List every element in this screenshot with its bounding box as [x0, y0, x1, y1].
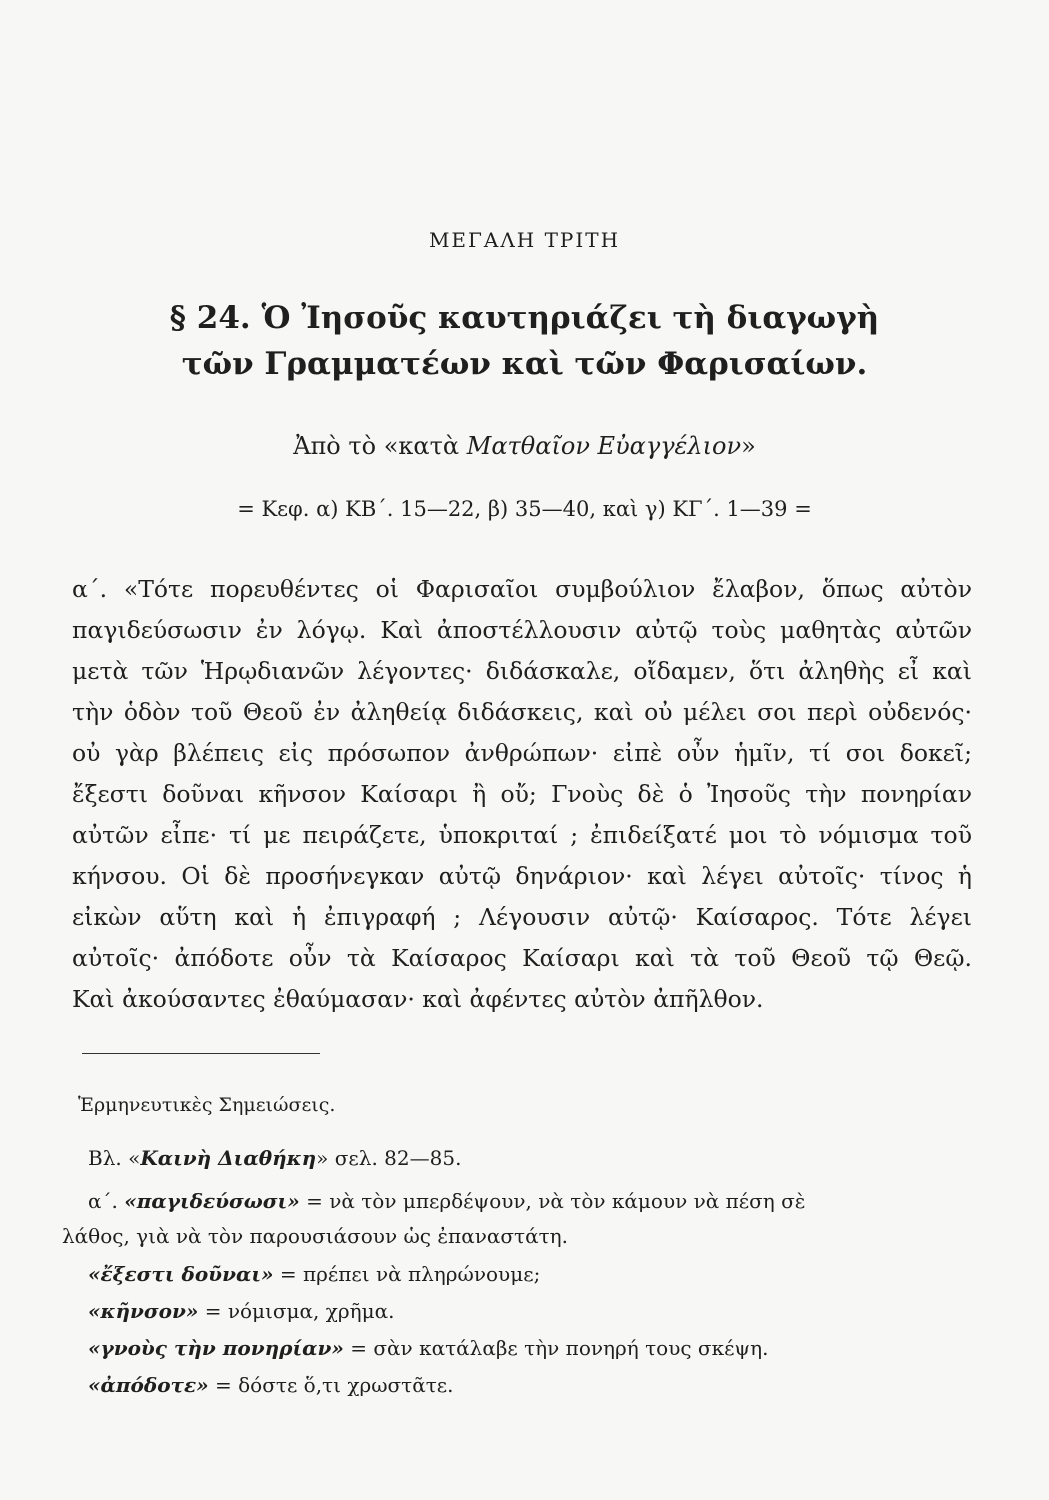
note-definition: = νόμισμα, χρῆμα.: [198, 1299, 395, 1323]
passage-line: Καὶ ἀκούσαντες ἐθαύμασαν· καὶ ἀφέντες αὐτὸν ἀπῆλθον.: [72, 985, 764, 1013]
passage-line: εἰκὼν αὕτη καὶ ἡ ἐπιγραφή ; Λέγουσιν αὐτῷ· Καίσαρος. Τότε λέγει: [72, 903, 972, 931]
note-item: [88, 1373, 454, 1397]
passage-line: ἔξεστι δοῦναι κῆνσον Καίσαρι ἢ οὔ; Γνοὺς δὲ ὁ Ἰησοῦς τὴν πονηρίαν: [72, 780, 972, 808]
passage-line: α΄. «Τότε πορευθέντες οἱ Φαρισαῖοι συμβούλιον ἔλαβον, ὅπως αὐτὸν: [72, 575, 972, 603]
section-title-line-1: § 24. Ὁ Ἰησοῦς καυτηριάζει τὴ διαγωγὴ: [169, 300, 880, 336]
ref-prefix: Βλ. «: [88, 1146, 141, 1170]
notes-divider: [82, 1053, 320, 1054]
passage-line: αὐτῶν εἶπε· τί με πειράζετε, ὑποκριταί ; ἐπιδείξατέ μοι τὸ νόμισμα τοῦ: [72, 821, 972, 849]
note-term: «κῆνσον»: [88, 1299, 199, 1323]
source-line: [0, 432, 1049, 460]
note-label: α΄.: [88, 1189, 125, 1213]
note-definition: = σὰν κατάλαβε τὴν πονηρή τους σκέψη.: [343, 1336, 769, 1360]
note-item: [88, 1336, 768, 1360]
note-item: [88, 1189, 806, 1213]
source-suffix: »: [741, 432, 756, 460]
note-item: [88, 1299, 394, 1323]
note-item: [88, 1262, 540, 1286]
note-reference: [88, 1146, 461, 1170]
passage-line: κήνσου. Οἱ δὲ προσήνεγκαν αὐτῷ δηνάριον· καὶ λέγει αὐτοῖς· τίνος ἡ: [72, 862, 972, 890]
note-continuation: λάθος, γιὰ νὰ τὸν παρουσιάσουν ὡς ἐπαναστάτη.: [62, 1224, 568, 1248]
running-head: ΜΕΓΑΛΗ ΤΡΙΤΗ: [428, 228, 621, 252]
notes-heading: Ἑρμηνευτικὲς Σημειώσεις.: [78, 1094, 336, 1116]
note-term: «ἔξεστι δοῦναι»: [88, 1262, 274, 1286]
passage-line: παγιδεύσωσιν ἐν λόγῳ. Καὶ ἀποστέλλουσιν αὐτῷ τοὺς μαθητὰς αὐτῶν: [72, 616, 972, 644]
note-definition: = νὰ τὸν μπερδέψουν, νὰ τὸν κάμουν νὰ πέση σὲ: [299, 1189, 806, 1213]
note-definition: = δόστε ὅ,τι χρωστᾶτε.: [208, 1373, 454, 1397]
section-title-line-2: τῶν Γραμματέων καὶ τῶν Φαρισαίων.: [181, 346, 868, 382]
source-book: Ματθαῖον Εὐαγγέλιον: [466, 432, 742, 460]
ref-title: Καινὴ Διαθήκη: [140, 1146, 317, 1170]
note-term: «ἀπόδοτε»: [88, 1373, 209, 1397]
passage-line: οὐ γὰρ βλέπεις εἰς πρόσωπον ἀνθρώπων· εἰπὲ οὖν ἡμῖν, τί σοι δοκεῖ;: [72, 739, 972, 767]
passage-line: τὴν ὁδὸν τοῦ Θεοῦ ἐν ἀληθείᾳ διδάσκεις, καὶ οὐ μέλει σοι περὶ οὐδενός·: [72, 698, 972, 726]
ref-suffix: » σελ. 82—85.: [316, 1146, 462, 1170]
passage-line: μετὰ τῶν Ἡρῳδιανῶν λέγοντες· διδάσκαλε, οἴδαμεν, ὅτι ἀληθὴς εἶ καὶ: [72, 657, 972, 685]
passage-line: αὐτοῖς· ἀπόδοτε οὖν τὰ Καίσαρος Καίσαρι καὶ τὰ τοῦ Θεοῦ τῷ Θεῷ.: [72, 944, 972, 972]
source-prefix: Ἀπὸ τὸ «κατὰ: [293, 432, 467, 460]
note-term: «γνοὺς τὴν πονηρίαν»: [88, 1336, 344, 1360]
note-definition: = πρέπει νὰ πληρώνουμε;: [273, 1262, 541, 1286]
chapter-references: = Κεφ. α) ΚΒ΄. 15—22, β) 35—40, καὶ γ) ΚΓ΄. 1—39 =: [237, 497, 812, 521]
note-term: «παγιδεύσωσι»: [124, 1189, 300, 1213]
